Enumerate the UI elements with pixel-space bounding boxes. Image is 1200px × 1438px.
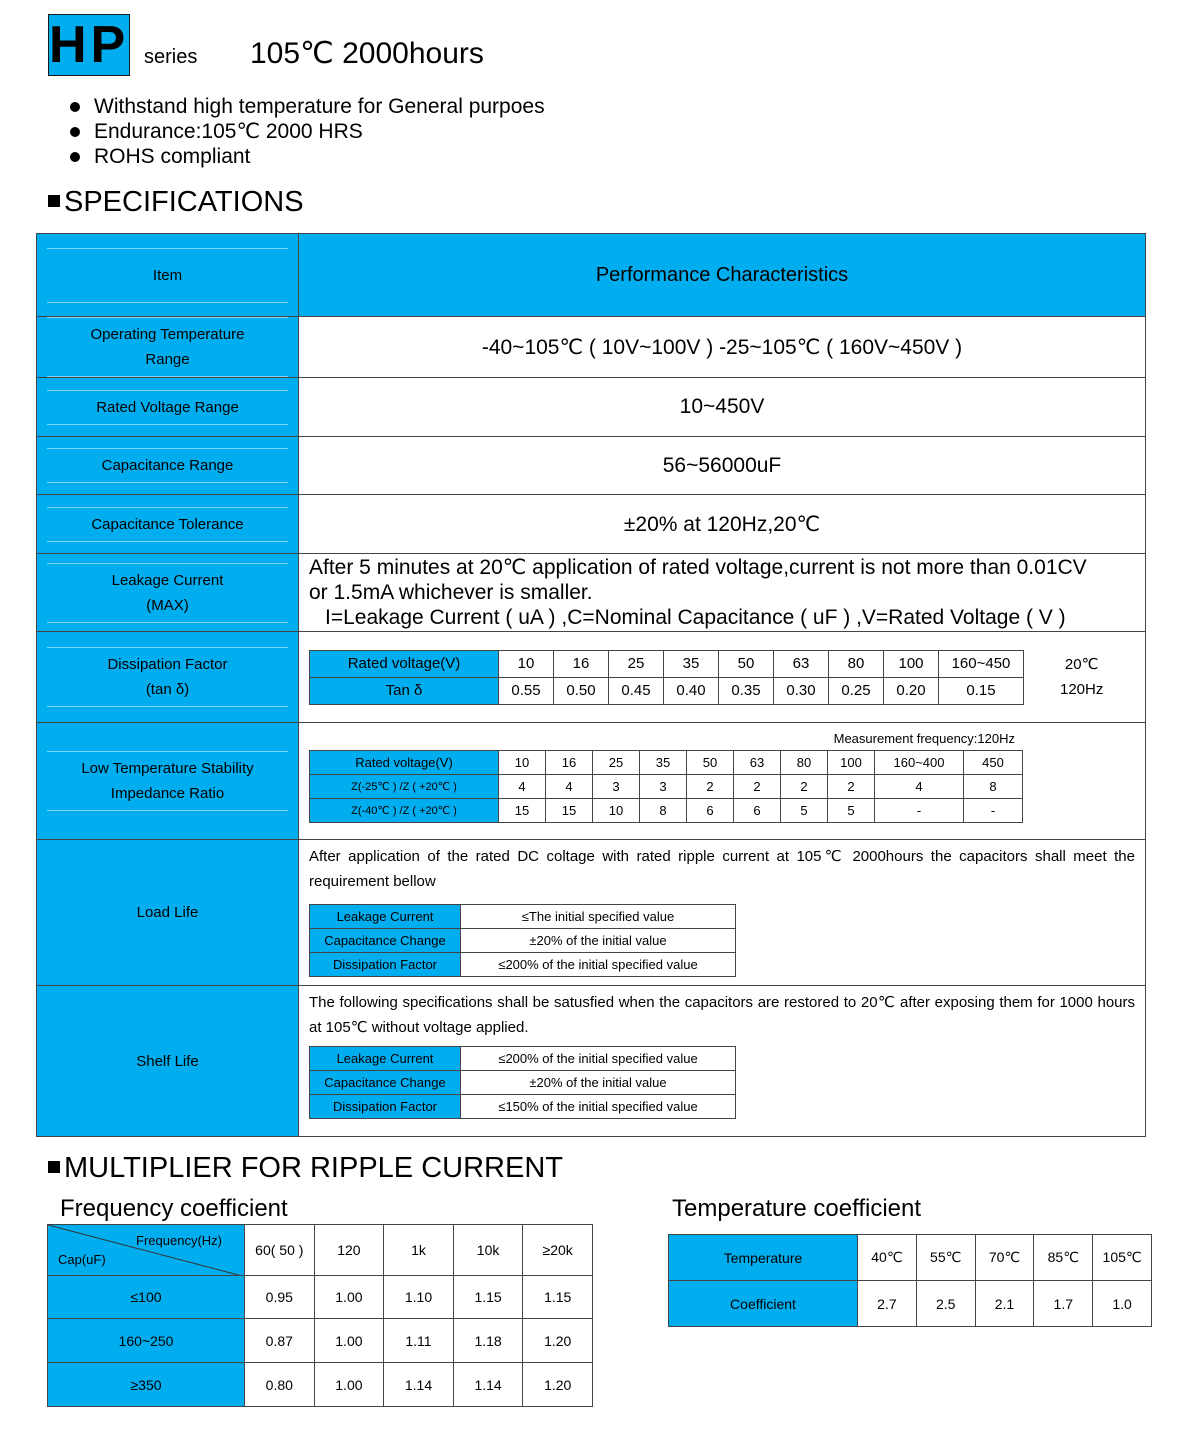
specifications-table <box>36 233 1146 1137</box>
table-row: Rated voltage(V) 10 16 25 35 50 63 80 100 160~400 450 <box>310 751 1023 775</box>
frequency-coefficient-title: Frequency coefficient <box>60 1195 288 1222</box>
table-row <box>37 495 1146 554</box>
cap-value: 56~56000uF <box>299 437 1146 495</box>
shelf-life-text: The following specifications shall be satusfied when the capacitors are restored to 20℃ after exposing them for 1000 hours at 105℃ without voltage applied. <box>309 994 1135 1036</box>
table-row: Z(-40℃ ) /Z ( +20℃ ) 15 15 10 8 6 6 5 5 - - <box>310 799 1023 823</box>
corner-header: Frequency(Hz) Cap(uF) <box>48 1225 245 1276</box>
leakage-label: Leakage Current (MAX) <box>37 554 299 632</box>
voltage-label: Rated Voltage Range <box>37 378 299 437</box>
op-temp-value: -40~105℃ ( 10V~100V ) -25~105℃ ( 160V~450V ) <box>299 317 1146 378</box>
series-logo: HP <box>49 16 130 74</box>
table-row: Dissipation Factor ≤150% of the initial specified value <box>310 1095 736 1119</box>
measurement-frequency: Measurement frequency:120Hz <box>833 731 1015 746</box>
table-row: Z(-25℃ ) /Z ( +20℃ ) 4 4 3 3 2 2 2 2 4 8 <box>310 775 1023 799</box>
load-life-text: After application of the rated DC coltage with rated ripple current at 105℃ 2000hours the capacitors shall meet the requirement bellow <box>309 848 1135 890</box>
temperature-coefficient-table <box>668 1234 1152 1327</box>
df-condition: 20℃ 120Hz <box>1060 656 1104 698</box>
headline: 105℃ 2000hours <box>250 37 484 70</box>
table-row: Leakage Current ≤The initial specified value <box>310 905 736 929</box>
table-row: Dissipation Factor ≤200% of the initial specified value <box>310 953 736 977</box>
lowtemp-label: Low Temperature Stability Impedance Ratio <box>37 723 299 840</box>
temperature-coefficient-title: Temperature coefficient <box>672 1195 922 1222</box>
table-row <box>37 317 1146 378</box>
lowtemp-cell <box>299 723 1146 840</box>
ripple-heading: MULTIPLIER FOR RIPPLE CURRENT <box>48 1152 563 1185</box>
feature-item: ROHS compliant <box>70 144 545 169</box>
tolerance-label: Capacitance Tolerance <box>37 495 299 554</box>
voltage-value: 10~450V <box>299 378 1146 437</box>
feature-item: Withstand high temperature for General purpoes <box>70 94 545 119</box>
feature-list <box>70 94 545 169</box>
series-label: series <box>144 46 198 68</box>
leakage-value: After 5 minutes at 20℃ application of rated voltage,current is not more than 0.01CV or 1.5mA whichever is smaller. I=Leakage Current ( uA ) ,C=Nominal Capacitance ( uF ) ,V=Rated Voltage ( V ) <box>299 554 1146 632</box>
table-row: 160~250 0.87 1.00 1.11 1.18 1.20 <box>48 1319 593 1363</box>
table-row: Temperature 40℃ 55℃ 70℃ 85℃ 105℃ <box>669 1235 1152 1281</box>
table-row <box>37 234 1146 317</box>
table-row <box>37 986 1146 1137</box>
table-row: Capacitance Change ±20% of the initial value <box>310 929 736 953</box>
op-temp-label: Operating Temperature Range <box>37 317 299 378</box>
table-row: Leakage Current ≤200% of the initial specified value <box>310 1047 736 1071</box>
table-row <box>37 554 1146 632</box>
lowtemp-table <box>309 750 1023 823</box>
df-label: Dissipation Factor (tan δ) <box>37 632 299 723</box>
table-row: Capacitance Change ±20% of the initial value <box>310 1071 736 1095</box>
square-bullet-icon <box>48 1161 60 1173</box>
table-row: Rated voltage(V) 10 16 25 35 50 63 80 100 160~450 <box>310 650 1024 677</box>
table-row: Coefficient 2.7 2.5 2.1 1.7 1.0 <box>669 1281 1152 1327</box>
df-cell <box>299 632 1146 723</box>
df-table <box>309 650 1024 705</box>
shelf-life-table <box>309 1046 736 1119</box>
item-header: Item <box>37 234 299 317</box>
table-row <box>37 632 1146 723</box>
table-row: ≥350 0.80 1.00 1.14 1.14 1.20 <box>48 1363 593 1407</box>
load-life-label: Load Life <box>37 840 299 986</box>
table-row: Frequency(Hz) Cap(uF) 60( 50 ) 120 1k 10k ≥20k <box>48 1225 593 1276</box>
frequency-coefficient-table <box>47 1224 593 1407</box>
performance-header: Performance Characteristics <box>299 234 1146 317</box>
load-life-cell <box>299 840 1146 986</box>
shelf-life-label: Shelf Life <box>37 986 299 1137</box>
table-row: ≤100 0.95 1.00 1.10 1.15 1.15 <box>48 1276 593 1319</box>
table-row <box>37 378 1146 437</box>
table-row: Tan δ 0.55 0.50 0.45 0.40 0.35 0.30 0.25 0.20 0.15 <box>310 677 1024 704</box>
cap-label: Capacitance Range <box>37 437 299 495</box>
tolerance-value: ±20% at 120Hz,20℃ <box>299 495 1146 554</box>
table-row <box>37 437 1146 495</box>
shelf-life-cell <box>299 986 1146 1137</box>
feature-item: Endurance:105℃ 2000 HRS <box>70 119 545 144</box>
square-bullet-icon <box>48 195 60 207</box>
specifications-heading: SPECIFICATIONS <box>48 186 304 219</box>
table-row <box>37 840 1146 986</box>
table-row <box>37 723 1146 840</box>
load-life-table <box>309 904 736 977</box>
